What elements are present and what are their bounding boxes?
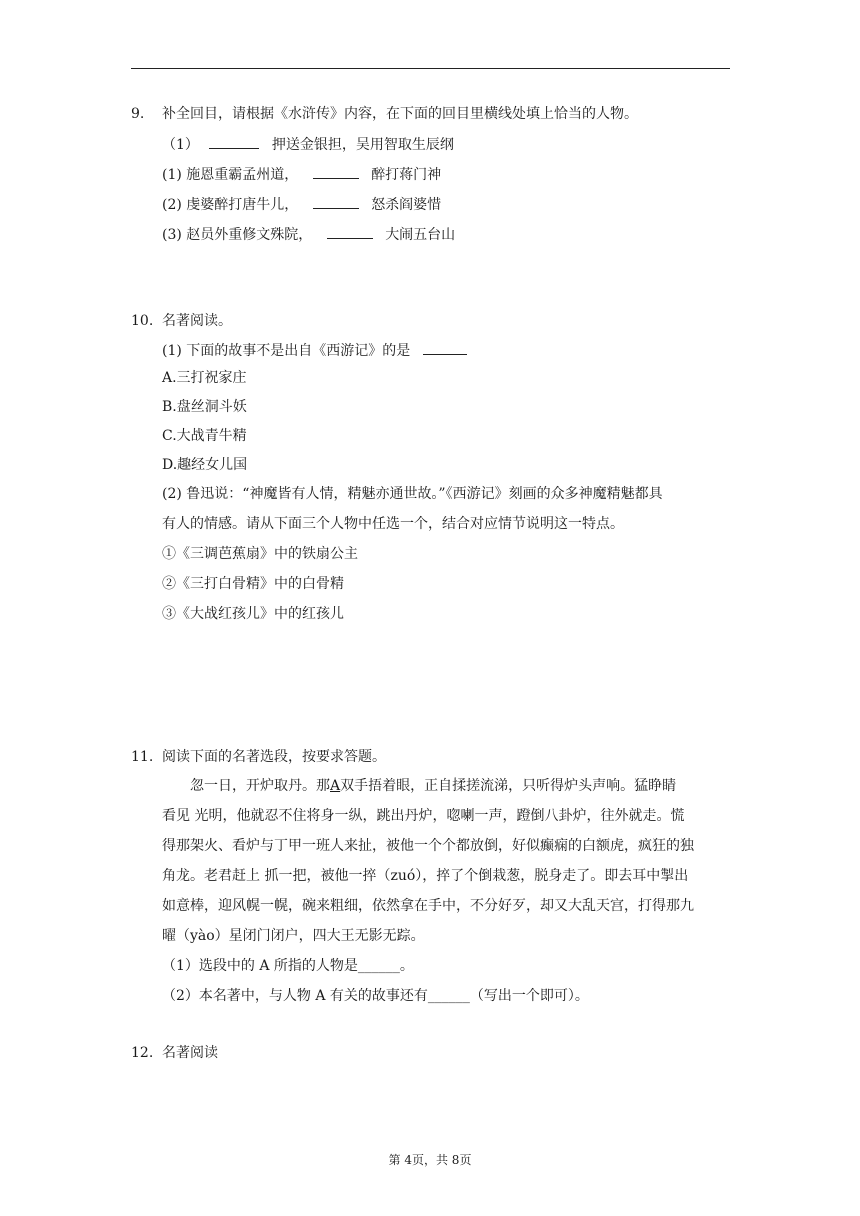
answer-blank[interactable] <box>209 134 259 149</box>
question-stem: 阅读下面的名著选段，按要求答题。 <box>162 749 386 765</box>
sub-question-2 <box>162 986 589 1006</box>
header-rule <box>131 68 730 69</box>
answer-blank[interactable] <box>423 340 467 355</box>
sub-question-2-cont: 有人的情感。请从下面三个人物中任选一个，结合对应情节说明这一特点。 <box>162 516 624 532</box>
passage-text: 双手捂着眼，正自揉搓流涕，只听得炉头声响。猛睁睛 <box>340 778 677 794</box>
answer-blank[interactable]: ______ <box>427 988 470 1004</box>
marker-a: A <box>330 778 341 794</box>
sub-question-1 <box>162 340 467 361</box>
question-stem: 名著阅读。 <box>162 313 232 329</box>
choice-item: ②《三打白骨精》中的白骨精 <box>162 576 344 592</box>
fill-item <box>162 224 455 245</box>
answer-blank[interactable]: ______ <box>357 958 400 974</box>
sub-question-text: （2）本名著中，与人物 A 有关的故事还有 <box>162 988 428 1004</box>
answer-blank[interactable] <box>327 224 373 239</box>
answer-blank[interactable] <box>313 194 359 209</box>
passage-line <box>190 776 676 796</box>
item-prefix: (1) 施恩重霸孟州道， <box>162 167 299 183</box>
sub-question-2: (2) 鲁迅说：“神魔皆有人情，精魅亦通世故。”《西游记》刻画的众多神魔精魅都具 <box>162 486 663 502</box>
sub-question-text: （写出一个即可）。 <box>469 988 589 1004</box>
fill-item <box>162 164 441 185</box>
passage-line: 角龙。老君赶上 抓一把，被他一捽（zuó），捽了个倒栽葱，脱身走了。即去耳中掣出 <box>162 868 689 884</box>
item-text: 醉打蒋门神 <box>371 167 442 183</box>
question-stem: 名著阅读 <box>162 1045 218 1061</box>
choice-item: ①《三调芭蕉扇》中的铁扇公主 <box>162 546 358 562</box>
item-prefix: (2) 虔婆醉打唐牛儿， <box>162 197 299 213</box>
question-number: 11. <box>131 749 154 765</box>
question-stem: 补全回目，请根据《水浒传》内容，在下面的回目里横线处填上恰当的人物。 <box>162 106 638 122</box>
option-b[interactable]: B.盘丝洞斗妖 <box>162 399 247 415</box>
sub-question-text: (1) 下面的故事不是出自《西游记》的是 <box>162 343 411 359</box>
sub-question-text: 。 <box>399 958 414 974</box>
item-prefix: （1） <box>162 137 199 153</box>
item-text: 押送金银担，吴用智取生辰纲 <box>271 137 454 153</box>
option-a[interactable]: A.三打祝家庄 <box>162 370 247 386</box>
passage-line: 看见 光明，他就忍不住将身一纵，跳出丹炉，唿喇一声，蹬倒八卦炉，往外就走。慌 <box>162 808 685 824</box>
fill-item <box>162 134 454 155</box>
question-number: 9. <box>131 106 145 122</box>
item-prefix: (3) 赵员外重修文殊院， <box>162 227 313 243</box>
passage-line: 如意棒，迎风幌一幌，碗来粗细，依然拿在手中，不分好歹，却又大乱天宫，打得那九 <box>162 898 694 914</box>
question-number: 12. <box>131 1045 154 1061</box>
choice-item: ③《大战红孩儿》中的红孩儿 <box>162 606 344 622</box>
option-c[interactable]: C.大战青牛精 <box>162 428 247 444</box>
passage-line: 得那架火、看炉与丁甲一班人来扯，被他一个个都放倒，好似癫痫的白额虎，疯狂的独 <box>162 838 694 854</box>
answer-blank[interactable] <box>313 164 359 179</box>
item-text: 怒杀阎婆惜 <box>371 197 442 213</box>
passage-line: 曜（yào）星闭门闭户，四大王无影无踪。 <box>162 928 425 944</box>
sub-question-1 <box>162 956 414 976</box>
option-d[interactable]: D.趣经女儿国 <box>162 457 248 473</box>
page-footer: 第 4页，共 8页 <box>388 1153 472 1167</box>
fill-item <box>162 194 441 215</box>
passage-text: 忽一日，开炉取丹。那 <box>190 778 330 794</box>
sub-question-text: （1）选段中的 A 所指的人物是 <box>162 958 358 974</box>
question-number: 10. <box>131 313 154 329</box>
item-text: 大闹五台山 <box>385 227 456 243</box>
